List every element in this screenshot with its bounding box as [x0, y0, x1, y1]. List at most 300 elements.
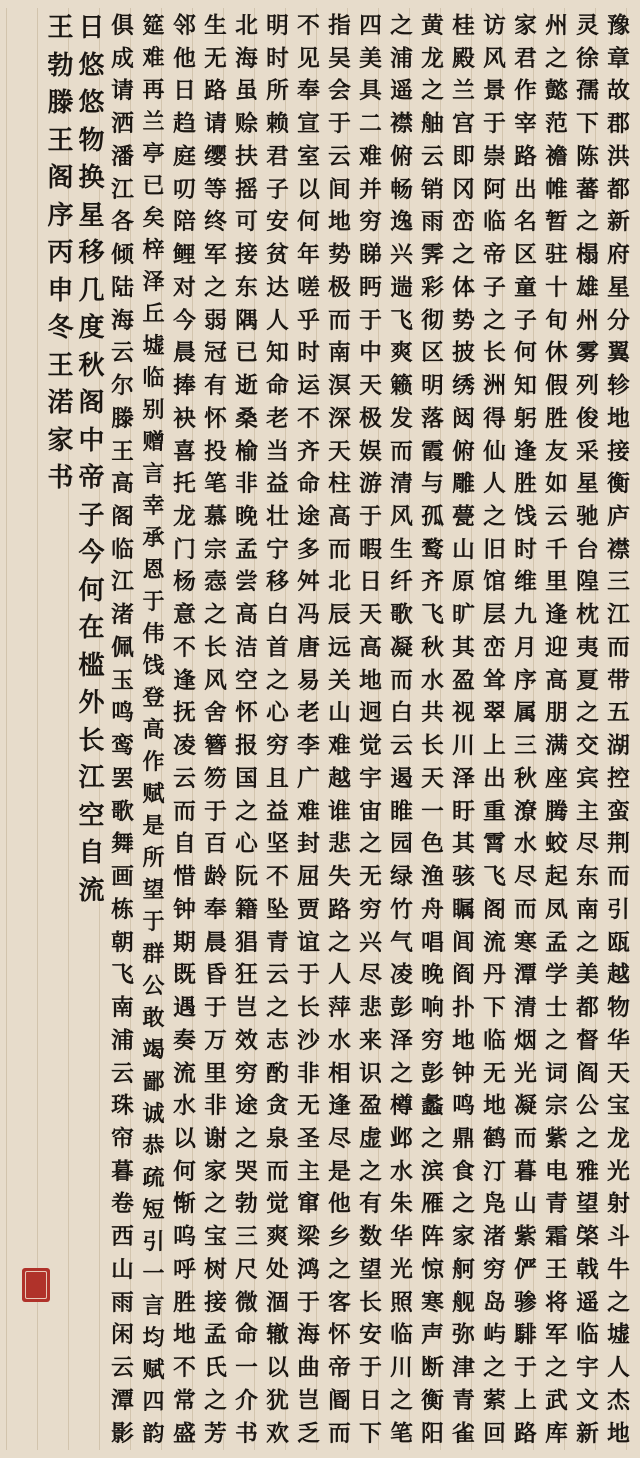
character: 滨 — [421, 1158, 444, 1185]
character: 青 — [545, 1191, 568, 1218]
character: 衡 — [607, 471, 630, 498]
character: 凝 — [390, 634, 413, 661]
character: 辰 — [328, 602, 351, 629]
character: 兴 — [390, 242, 413, 269]
character: 兴 — [359, 929, 382, 956]
character: 不 — [266, 864, 289, 891]
character: 之 — [235, 1125, 258, 1152]
character: 人 — [607, 1355, 630, 1382]
character: 穷 — [235, 1060, 258, 1087]
character: 之 — [390, 1387, 413, 1414]
character: 云 — [390, 733, 413, 760]
character: 江 — [111, 569, 134, 596]
character: 发 — [390, 405, 413, 432]
character: 翼 — [607, 340, 630, 367]
character: 长 — [297, 995, 320, 1022]
character: 纤 — [390, 569, 413, 596]
character: 高 — [328, 504, 351, 531]
character: 龙 — [421, 45, 444, 72]
character: 光 — [607, 1158, 630, 1185]
character: 郡 — [607, 111, 630, 138]
character: 槛 — [78, 650, 105, 681]
character: 骖 — [514, 1289, 537, 1316]
character: 水 — [328, 1027, 351, 1054]
character: 空 — [235, 667, 258, 694]
character: 山 — [514, 1191, 537, 1218]
character: 门 — [173, 536, 196, 563]
character: 下 — [576, 111, 599, 138]
character: 星 — [607, 274, 630, 301]
character: 三 — [235, 1224, 258, 1251]
character: 遏 — [390, 765, 413, 792]
character: 而 — [173, 798, 196, 825]
character: 意 — [173, 602, 196, 629]
character: 泽 — [452, 765, 475, 792]
character: 穷 — [483, 1256, 506, 1283]
character: 清 — [390, 471, 413, 498]
character: 之 — [576, 1125, 599, 1152]
character: 歌 — [111, 798, 134, 825]
character: 之 — [545, 1355, 568, 1382]
character: 与 — [421, 471, 444, 498]
character: 而 — [514, 896, 537, 923]
character: 阵 — [421, 1224, 444, 1251]
character: 舳 — [421, 111, 444, 138]
character: 而 — [390, 438, 413, 465]
character: 朋 — [545, 700, 568, 727]
character: 主 — [297, 1158, 320, 1185]
character: 襟 — [390, 111, 413, 138]
character: 坠 — [266, 896, 289, 923]
character: 地 — [483, 1093, 506, 1120]
character: 阁 — [111, 504, 134, 531]
character: 爽 — [266, 1224, 289, 1251]
character: 悫 — [204, 569, 227, 596]
character: 新 — [576, 1420, 599, 1447]
character: 云 — [111, 1060, 134, 1087]
character: 日 — [173, 78, 196, 105]
character: 生 — [390, 536, 413, 563]
character: 鸿 — [297, 1256, 320, 1283]
character: 卷 — [111, 1191, 134, 1218]
character: 秋 — [514, 765, 537, 792]
character: 逢 — [514, 438, 537, 465]
character: 采 — [576, 438, 599, 465]
character: 路 — [204, 78, 227, 105]
character: 悲 — [359, 995, 382, 1022]
character: 王 — [47, 350, 74, 381]
character: 贾 — [297, 896, 320, 923]
character: 杨 — [173, 569, 196, 596]
character: 贪 — [266, 1093, 289, 1120]
character: 宾 — [576, 765, 599, 792]
character: 绿 — [390, 864, 413, 891]
character: 丘 — [142, 301, 165, 327]
character: 江 — [78, 763, 105, 793]
character: 云 — [111, 1355, 134, 1382]
character: 所 — [266, 78, 289, 105]
character: 孺 — [576, 78, 599, 105]
character: 霁 — [421, 242, 444, 269]
character: 江 — [111, 176, 134, 203]
character: 闾 — [452, 929, 475, 956]
character: 俯 — [452, 438, 475, 465]
character: 悲 — [328, 831, 351, 858]
character: 以 — [297, 176, 320, 203]
character: 流 — [173, 1060, 196, 1087]
character: 访 — [483, 13, 506, 39]
character: 山 — [452, 536, 475, 563]
character: 时 — [297, 340, 320, 367]
character: 介 — [235, 1387, 258, 1414]
character: 里 — [545, 569, 568, 596]
character: 宣 — [297, 111, 320, 138]
character: 无 — [204, 45, 227, 72]
text-column — [76, 10, 107, 1450]
character: 歌 — [390, 602, 413, 629]
character: 凌 — [390, 962, 413, 989]
character: 涸 — [266, 1289, 289, 1316]
character: 年 — [297, 242, 320, 269]
character: 何 — [173, 1158, 196, 1185]
character: 奉 — [204, 896, 227, 923]
character: 烟 — [514, 1027, 537, 1054]
character: 盛 — [173, 1420, 196, 1447]
character: 宫 — [452, 111, 475, 138]
character: 无 — [297, 1093, 320, 1120]
character: 盈 — [359, 1093, 382, 1120]
character: 别 — [142, 397, 165, 423]
character: 流 — [483, 929, 506, 956]
character: 风 — [204, 667, 227, 694]
character: 彻 — [421, 307, 444, 334]
character: 之 — [576, 700, 599, 727]
character: 四 — [359, 13, 382, 39]
character: 自 — [173, 831, 196, 858]
character: 长 — [359, 1289, 382, 1316]
character: 对 — [173, 274, 196, 301]
character: 期 — [173, 929, 196, 956]
character: 之 — [483, 1355, 506, 1382]
character: 阁 — [483, 896, 506, 923]
character: 宰 — [514, 111, 537, 138]
character: 齐 — [421, 569, 444, 596]
character: 新 — [607, 209, 630, 236]
character: 以 — [173, 1125, 196, 1152]
character: 层 — [483, 602, 506, 629]
character: 赠 — [142, 429, 165, 455]
character: 哭 — [235, 1158, 258, 1185]
character: 胜 — [545, 405, 568, 432]
character: 冬 — [47, 313, 74, 343]
character: 安 — [359, 1322, 382, 1349]
character: 来 — [359, 1027, 382, 1054]
character: 达 — [266, 274, 289, 301]
character: 如 — [545, 471, 568, 498]
character: 他 — [173, 45, 196, 72]
character: 紫 — [545, 1125, 568, 1152]
character: 龄 — [204, 864, 227, 891]
character: 梓 — [142, 237, 165, 263]
character: 洲 — [483, 373, 506, 400]
character: 潭 — [514, 962, 537, 989]
character: 之 — [359, 831, 382, 858]
character: 崇 — [483, 143, 506, 170]
character: 文 — [576, 1387, 599, 1414]
text-column — [138, 10, 169, 1450]
character: 食 — [452, 1158, 475, 1185]
character: 等 — [204, 176, 227, 203]
character: 犹 — [266, 1387, 289, 1414]
character: 在 — [78, 613, 105, 643]
character: 玉 — [111, 667, 134, 694]
character: 尽 — [576, 831, 599, 858]
character: 长 — [483, 340, 506, 367]
character: 嗟 — [297, 274, 320, 301]
character: 原 — [452, 569, 475, 596]
character: 渚 — [483, 1224, 506, 1251]
character: 飞 — [483, 864, 506, 891]
character: 襟 — [607, 536, 630, 563]
character: 托 — [173, 471, 196, 498]
character: 子 — [266, 176, 289, 203]
character: 中 — [78, 425, 105, 456]
character: 今 — [78, 538, 105, 568]
character: 出 — [514, 176, 537, 203]
character: 猖 — [235, 929, 258, 956]
character: 邺 — [390, 1125, 413, 1152]
character: 赊 — [235, 111, 258, 138]
character: 觉 — [266, 1191, 289, 1218]
character: 雾 — [576, 340, 599, 367]
character: 人 — [266, 307, 289, 334]
character: 舰 — [452, 1289, 475, 1316]
character: 明 — [266, 13, 289, 39]
character: 陪 — [173, 209, 196, 236]
text-column — [107, 10, 138, 1450]
character: 簪 — [204, 733, 227, 760]
character: 得 — [483, 405, 506, 432]
character: 光 — [390, 1256, 413, 1283]
character: 当 — [266, 438, 289, 465]
character: 临 — [483, 209, 506, 236]
text-column — [479, 10, 510, 1450]
character: 樽 — [390, 1093, 413, 1120]
character: 申 — [47, 275, 74, 306]
character: 言 — [142, 461, 165, 487]
character: 岛 — [483, 1289, 506, 1316]
character: 库 — [545, 1420, 568, 1447]
character: 带 — [607, 667, 630, 694]
text-column — [45, 10, 76, 1450]
character: 书 — [235, 1420, 258, 1447]
character: 韵 — [142, 1421, 165, 1447]
character: 白 — [390, 700, 413, 727]
character: 而 — [328, 536, 351, 563]
character: 鲤 — [173, 242, 196, 269]
character: 津 — [452, 1355, 475, 1382]
character: 风 — [483, 45, 506, 72]
character: 云 — [266, 962, 289, 989]
character: 恩 — [142, 557, 165, 583]
character: 其 — [452, 831, 475, 858]
character: 家 — [514, 13, 537, 39]
character: 萍 — [328, 995, 351, 1022]
character: 宗 — [204, 536, 227, 563]
character: 缨 — [204, 143, 227, 170]
character: 外 — [78, 688, 105, 718]
character: 闼 — [452, 405, 475, 432]
character: 阿 — [483, 176, 506, 203]
character: 谢 — [204, 1125, 227, 1152]
character: 美 — [576, 962, 599, 989]
character: 州 — [576, 307, 599, 334]
character: 谊 — [297, 929, 320, 956]
character: 尝 — [235, 569, 258, 596]
character: 范 — [545, 111, 568, 138]
character: 首 — [266, 634, 289, 661]
character: 老 — [266, 405, 289, 432]
character: 而 — [390, 667, 413, 694]
character: 潭 — [111, 1387, 134, 1414]
text-column — [231, 10, 262, 1450]
character: 将 — [545, 1289, 568, 1316]
character: 榆 — [235, 438, 258, 465]
character: 扑 — [452, 995, 475, 1022]
character: 词 — [545, 1060, 568, 1087]
character: 荆 — [607, 831, 630, 858]
character: 三 — [607, 569, 630, 596]
character: 明 — [421, 373, 444, 400]
character: 逝 — [235, 373, 258, 400]
character: 效 — [235, 1027, 258, 1054]
character: 海 — [235, 45, 258, 72]
character: 一 — [421, 798, 444, 825]
character: 朝 — [111, 929, 134, 956]
character: 夷 — [576, 634, 599, 661]
character: 分 — [607, 307, 630, 334]
character: 不 — [173, 634, 196, 661]
character: 难 — [359, 143, 382, 170]
character: 会 — [328, 78, 351, 105]
character: 无 — [359, 864, 382, 891]
character: 一 — [235, 1355, 258, 1382]
character: 披 — [452, 340, 475, 367]
character: 趋 — [173, 111, 196, 138]
character: 翠 — [483, 700, 506, 727]
character: 命 — [235, 1322, 258, 1349]
character: 邻 — [173, 13, 196, 39]
character: 于 — [142, 589, 165, 615]
character: 殿 — [452, 45, 475, 72]
character: 于 — [204, 995, 227, 1022]
character: 长 — [421, 733, 444, 760]
character: 懿 — [545, 78, 568, 105]
character: 益 — [266, 798, 289, 825]
character: 客 — [328, 1289, 351, 1316]
character: 美 — [359, 45, 382, 72]
character: 已 — [142, 173, 165, 199]
character: 蠡 — [421, 1093, 444, 1120]
character: 笔 — [204, 471, 227, 498]
character: 难 — [328, 733, 351, 760]
character: 幸 — [142, 493, 165, 519]
character: 出 — [483, 765, 506, 792]
character: 控 — [607, 765, 630, 792]
character: 之 — [328, 929, 351, 956]
character: 俊 — [576, 405, 599, 432]
character: 凤 — [545, 896, 568, 923]
character: 月 — [514, 634, 537, 661]
character: 都 — [607, 176, 630, 203]
character: 疏 — [142, 1165, 165, 1191]
character: 之 — [359, 1158, 382, 1185]
character: 命 — [297, 471, 320, 498]
character: 雅 — [576, 1158, 599, 1185]
character: 地 — [452, 1027, 475, 1054]
character: 流 — [78, 875, 105, 906]
character: 承 — [142, 525, 165, 551]
character: 凝 — [514, 1093, 537, 1120]
character: 志 — [266, 1027, 289, 1054]
character: 乎 — [297, 307, 320, 334]
character: 西 — [111, 1224, 134, 1251]
character: 接 — [235, 242, 258, 269]
character: 之 — [576, 209, 599, 236]
character: 海 — [111, 307, 134, 334]
character: 彭 — [390, 995, 413, 1022]
character: 鸣 — [111, 700, 134, 727]
character: 睇 — [359, 242, 382, 269]
character: 之 — [390, 1060, 413, 1087]
character: 断 — [421, 1355, 444, 1382]
character: 觉 — [359, 733, 382, 760]
character: 家 — [452, 1224, 475, 1251]
character: 一 — [142, 1261, 165, 1287]
character: 阳 — [421, 1420, 444, 1447]
character: 李 — [297, 733, 320, 760]
character: 于 — [142, 909, 165, 935]
character: 高 — [545, 667, 568, 694]
character: 矣 — [142, 205, 165, 231]
character: 心 — [266, 700, 289, 727]
character: 路 — [328, 896, 351, 923]
character: 盱 — [452, 798, 475, 825]
character: 极 — [328, 274, 351, 301]
character: 接 — [204, 1289, 227, 1316]
character: 地 — [607, 1420, 630, 1447]
character: 何 — [514, 340, 537, 367]
character: 峦 — [483, 634, 506, 661]
character: 竭 — [142, 1037, 165, 1063]
character: 怀 — [235, 700, 258, 727]
character: 萦 — [483, 1387, 506, 1414]
character: 夏 — [576, 667, 599, 694]
character: 心 — [235, 831, 258, 858]
text-column — [200, 10, 231, 1450]
character: 视 — [452, 700, 475, 727]
character: 于 — [483, 111, 506, 138]
character: 非 — [204, 1093, 227, 1120]
character: 而 — [266, 1158, 289, 1185]
character: 路 — [514, 1420, 537, 1447]
character: 南 — [111, 995, 134, 1022]
character: 照 — [390, 1289, 413, 1316]
character: 重 — [483, 798, 506, 825]
character: 有 — [359, 1191, 382, 1218]
character: 地 — [173, 1322, 196, 1349]
character: 谁 — [328, 798, 351, 825]
